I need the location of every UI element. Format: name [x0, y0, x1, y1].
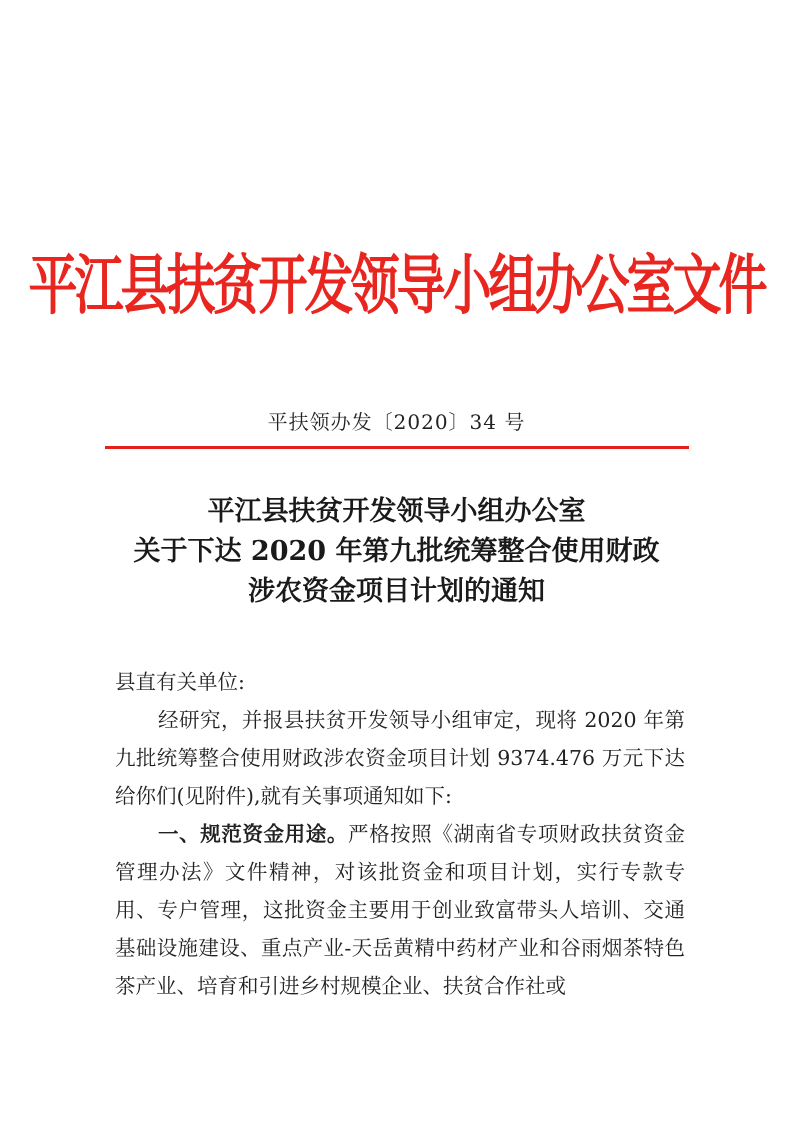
document-number: 平扶领办发〔2020〕34 号: [267, 410, 526, 434]
document-header-title: 平江县扶贫开发领导小组办公室文件: [28, 247, 765, 324]
notice-title-line-3: 涉农资金项目计划的通知: [248, 576, 545, 607]
section-1-text: 严格按照《湖南省专项财政扶贫资金管理办法》文件精神，对该批资金和项目计划，实行专款专用、专户管理，这批资金主要用于创业致富带头人培训、交通基础设施建设、重点产业-天岳黄精中药材产业和谷雨烟茶特色茶产业、培育和引进乡村规模企业、扶贫合作社或: [115, 822, 686, 998]
red-divider-line: [105, 446, 689, 449]
notice-title: [0, 492, 793, 612]
document-body: [115, 663, 685, 1005]
addressee: 县直有关单位:: [115, 670, 245, 694]
body-paragraph-1: 经研究，并报县扶贫开发领导小组审定，现将 2020 年第九批统筹整合使用财政涉农资金项目计划 9374.476 万元下达给你们(见附件),就有关事项通知如下:: [115, 708, 685, 808]
notice-title-line-1: 平江县扶贫开发领导小组办公室: [207, 496, 586, 527]
body-section-1: [115, 815, 685, 1005]
notice-title-line-2: 关于下达 2020 年第九批统筹整合使用财政: [133, 536, 660, 567]
section-1-heading: 一、规范资金用途。: [158, 822, 348, 846]
